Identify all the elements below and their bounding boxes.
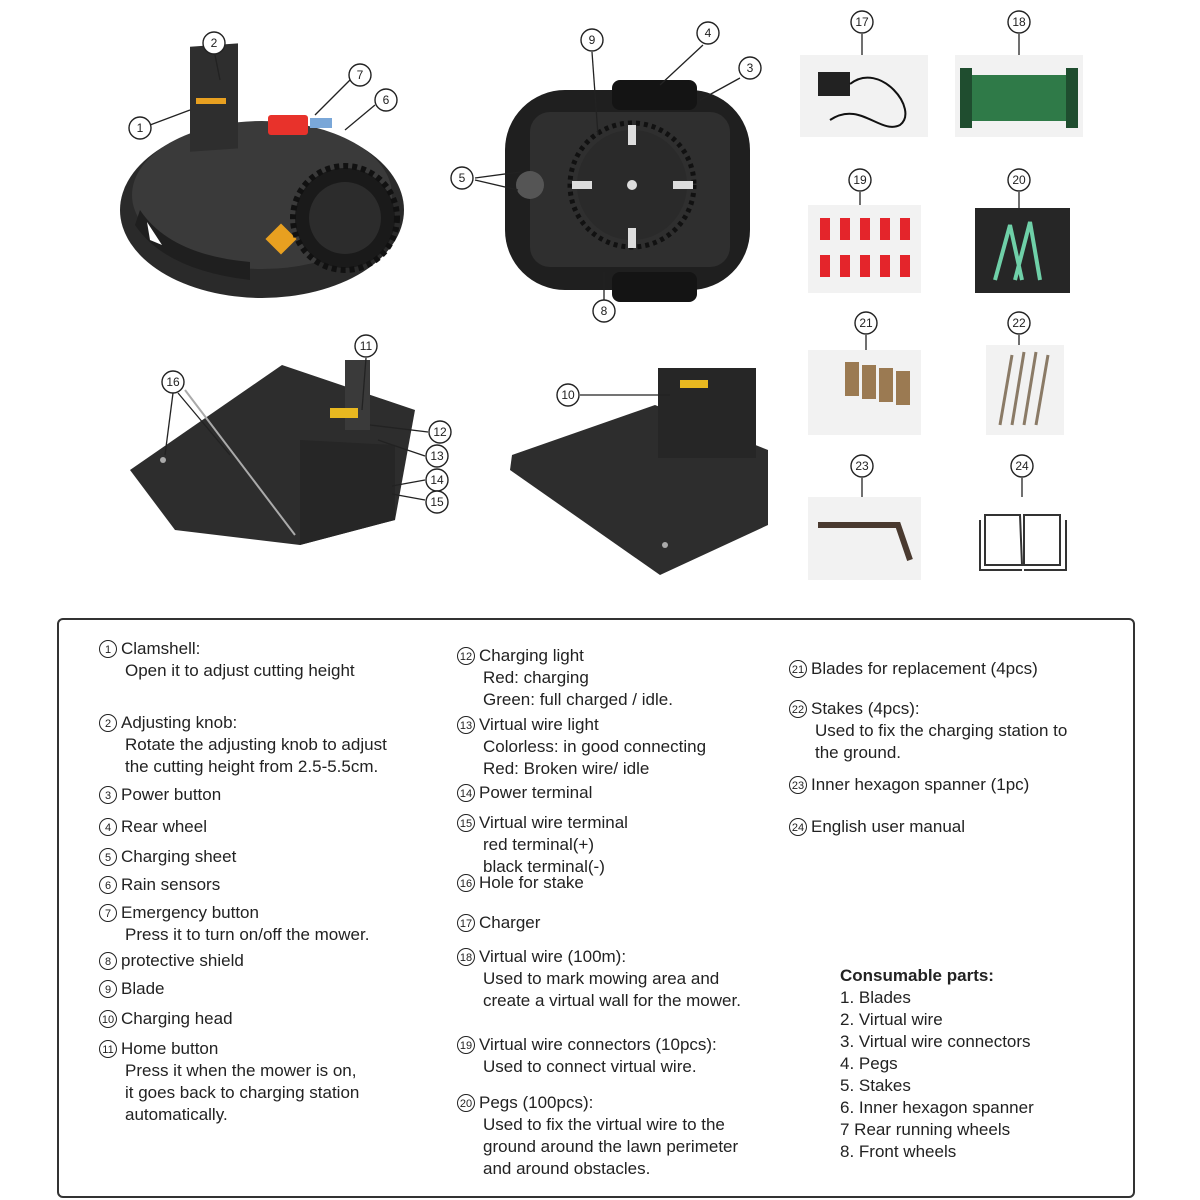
legend-description: Used to connect virtual wire.	[483, 1057, 697, 1076]
legend-item-7	[99, 902, 369, 946]
legend-item-4	[99, 816, 207, 838]
legend-label: Stakes (4pcs):	[811, 699, 920, 718]
callout-7: 7	[356, 68, 364, 82]
legend-number-badge: 21	[789, 660, 807, 678]
consumable-item: 5. Stakes	[840, 1076, 911, 1095]
legend-item-1	[99, 638, 355, 682]
legend-item-3	[99, 784, 221, 806]
legend-number-badge: 10	[99, 1010, 117, 1028]
accessory-connectors-illustration	[808, 205, 921, 293]
legend-number-badge: 8	[99, 952, 117, 970]
legend-item-22	[789, 698, 1067, 764]
legend-label: Blades for replacement (4pcs)	[811, 659, 1038, 678]
legend-number-badge: 14	[457, 784, 475, 802]
legend-label: Power terminal	[479, 783, 593, 802]
legend-label: Charging light	[479, 646, 584, 665]
callout-8: 8	[600, 304, 608, 318]
legend-description: it goes back to charging station	[125, 1083, 360, 1102]
legend-number-badge: 5	[99, 848, 117, 866]
legend-description: Red: charging	[483, 668, 589, 687]
legend-number-badge: 15	[457, 814, 475, 832]
legend-number-badge: 13	[457, 716, 475, 734]
callout-23: 23	[855, 459, 869, 473]
callout-10: 10	[561, 388, 575, 402]
consumable-item: 3. Virtual wire connectors	[840, 1032, 1031, 1051]
legend-number-badge: 12	[457, 647, 475, 665]
legend-panel	[57, 618, 1135, 1198]
callout-4: 4	[704, 26, 712, 40]
legend-number-badge: 9	[99, 980, 117, 998]
callout-15: 15	[430, 495, 444, 509]
consumable-item: 4. Pegs	[840, 1054, 898, 1073]
callout-12: 12	[433, 425, 447, 439]
legend-label: Clamshell:	[121, 639, 201, 658]
legend-number-badge: 24	[789, 818, 807, 836]
legend-label: Charging sheet	[121, 847, 237, 866]
legend-number-badge: 22	[789, 700, 807, 718]
legend-label: English user manual	[811, 817, 966, 836]
legend-label: Hole for stake	[479, 873, 584, 892]
legend-number-badge: 2	[99, 714, 117, 732]
legend-label: Emergency button	[121, 903, 259, 922]
legend-description: create a virtual wall for the mower.	[483, 991, 741, 1010]
accessory-blades-illustration	[808, 350, 921, 435]
legend-item-21	[789, 658, 1038, 680]
legend-description: Press it to turn on/off the mower.	[125, 925, 370, 944]
accessory-stakes-illustration	[986, 345, 1064, 435]
legend-item-6	[99, 874, 220, 896]
callout-20: 20	[1012, 173, 1026, 187]
callout-6: 6	[382, 93, 390, 107]
legend-description: Red: Broken wire/ idle	[483, 759, 650, 778]
legend-item-18	[457, 946, 741, 1012]
legend-item-8	[99, 950, 244, 972]
callout-1: 1	[136, 121, 144, 135]
legend-item-24	[789, 816, 965, 838]
legend-description: Used to fix the charging station to	[815, 721, 1068, 740]
legend-label: Rain sensors	[121, 875, 221, 894]
legend-number-badge: 19	[457, 1036, 475, 1054]
legend-label: Charging head	[121, 1009, 233, 1028]
callout-14: 14	[430, 473, 444, 487]
legend-number-badge: 6	[99, 876, 117, 894]
consumable-item: 1. Blades	[840, 988, 911, 1007]
legend-item-13	[457, 714, 706, 780]
legend-description: and around obstacles.	[483, 1159, 651, 1178]
consumables-title: Consumable parts:	[840, 966, 994, 985]
station-front-callouts	[557, 384, 670, 406]
accessory-wire-illustration	[955, 55, 1083, 137]
legend-label: Virtual wire light	[479, 715, 599, 734]
legend-description: Open it to adjust cutting height	[125, 661, 355, 680]
legend-label: Pegs (100pcs):	[479, 1093, 594, 1112]
accessory-manual-illustration	[975, 497, 1070, 577]
callout-13: 13	[430, 449, 444, 463]
legend-description: Rotate the adjusting knob to adjust	[125, 735, 387, 754]
legend-number-badge: 11	[99, 1040, 117, 1058]
accessory-spanner-illustration	[808, 497, 921, 580]
legend-description: black terminal(-)	[483, 857, 605, 876]
legend-number-badge: 18	[457, 948, 475, 966]
legend-number-badge: 4	[99, 818, 117, 836]
legend-label: protective shield	[121, 951, 244, 970]
legend-number-badge: 17	[457, 914, 475, 932]
callout-19: 19	[853, 173, 867, 187]
legend-item-20	[457, 1092, 738, 1180]
callout-11: 11	[359, 339, 373, 353]
legend-item-14	[457, 782, 592, 804]
legend-item-16	[457, 872, 584, 894]
legend-item-5	[99, 846, 236, 868]
legend-label: Charger	[479, 913, 541, 932]
legend-description: Press it when the mower is on,	[125, 1061, 357, 1080]
consumables-block	[840, 965, 1034, 1163]
legend-number-badge: 1	[99, 640, 117, 658]
consumable-item: 6. Inner hexagon spanner	[840, 1098, 1034, 1117]
legend-label: Virtual wire terminal	[479, 813, 628, 832]
legend-label: Home button	[121, 1039, 219, 1058]
legend-number-badge: 16	[457, 874, 475, 892]
legend-number-badge: 20	[457, 1094, 475, 1112]
legend-item-23	[789, 774, 1029, 796]
legend-label: Inner hexagon spanner (1pc)	[811, 775, 1030, 794]
legend-description: the ground.	[815, 743, 902, 762]
station-front-illustration	[510, 368, 768, 575]
consumable-item: 2. Virtual wire	[840, 1010, 943, 1029]
legend-label: Power button	[121, 785, 222, 804]
callout-22: 22	[1012, 316, 1026, 330]
legend-number-badge: 23	[789, 776, 807, 794]
legend-item-9	[99, 978, 164, 1000]
consumables-list	[840, 987, 1034, 1163]
legend-item-12	[457, 645, 673, 711]
legend-item-15	[457, 812, 628, 878]
callout-17: 17	[855, 15, 869, 29]
legend-item-17	[457, 912, 540, 934]
legend-label: Virtual wire (100m):	[479, 947, 627, 966]
legend-description: red terminal(+)	[483, 835, 595, 854]
consumable-item: 8. Front wheels	[840, 1142, 957, 1161]
legend-item-2	[99, 712, 387, 778]
legend-description: Used to fix the virtual wire to the	[483, 1115, 725, 1134]
callout-9: 9	[588, 33, 596, 47]
legend-description: ground around the lawn perimeter	[483, 1137, 739, 1156]
consumable-item: 7 Rear running wheels	[840, 1120, 1011, 1139]
callout-3: 3	[746, 61, 754, 75]
callout-5: 5	[458, 171, 466, 185]
callout-24: 24	[1015, 459, 1029, 473]
legend-label: Virtual wire connectors (10pcs):	[479, 1035, 717, 1054]
legend-item-11	[99, 1038, 359, 1126]
legend-item-19	[457, 1034, 717, 1078]
legend-label: Adjusting knob:	[121, 713, 238, 732]
legend-number-badge: 3	[99, 786, 117, 804]
legend-description: automatically.	[125, 1105, 228, 1124]
legend-number-badge: 7	[99, 904, 117, 922]
mower-bottom-illustration	[505, 80, 750, 302]
callout-2: 2	[210, 36, 218, 50]
callout-21: 21	[859, 316, 873, 330]
accessory-pegs-illustration	[975, 208, 1070, 293]
accessory-charger-illustration	[800, 55, 928, 137]
callout-16: 16	[166, 375, 180, 389]
legend-description: Colorless: in good connecting	[483, 737, 707, 756]
legend-description: Used to mark mowing area and	[483, 969, 720, 988]
legend-label: Blade	[121, 979, 165, 998]
legend-label: Rear wheel	[121, 817, 207, 836]
legend-description: the cutting height from 2.5-5.5cm.	[125, 757, 379, 776]
callout-18: 18	[1012, 15, 1026, 29]
legend-description: Green: full charged / idle.	[483, 690, 673, 709]
legend-item-10	[99, 1008, 233, 1030]
